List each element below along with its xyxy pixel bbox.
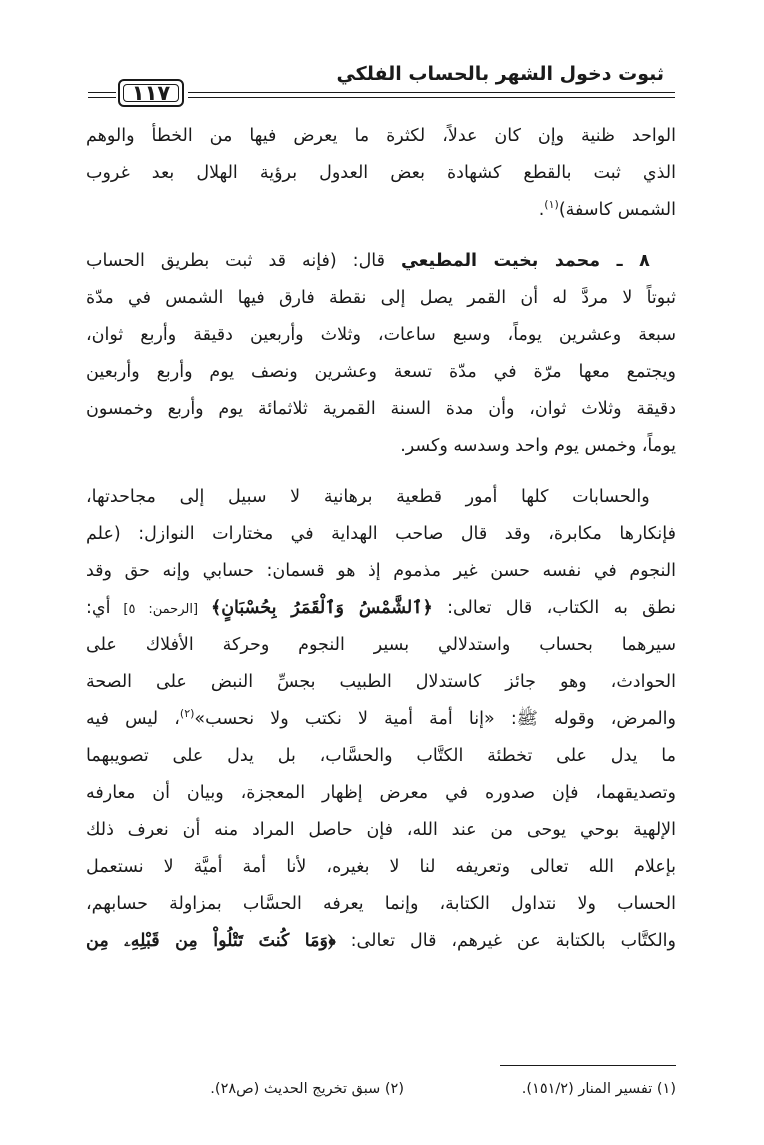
text-line: يوماً، وخمس يوم واحد وسدسه وكسر. xyxy=(400,436,676,456)
text-line: الذي ثبت بالقطع كشهادة بعض العدول برؤية الهلال بعد غروب xyxy=(86,163,676,183)
text-line: الإلهية بوحي يوحى من عند الله، فإن حاصل المراد منه أن نعرف ذلك xyxy=(86,820,676,840)
text-span: قال: (فإنه قد ثبت بطريق الحساب xyxy=(86,251,401,271)
footnote-ref: (١) xyxy=(544,198,559,212)
quran-verse: ﴿وَمَا كُنتَ تَتْلُواْ مِن قَبْلِهِۦ مِن xyxy=(86,931,336,951)
text-line: النجوم في نفسه حسن غير مذموم إذ هو قسمان: حسابي وإنه حق وقد xyxy=(86,561,676,581)
text-line: سبعة وعشرين يوماً، وسبع ساعات، وثلاث وأربعين دقيقة وأربع ثوان، xyxy=(86,325,676,345)
header-rule xyxy=(88,97,116,98)
text-line: الشمس كاسفة)$^{(١)}$. xyxy=(538,198,676,220)
footnote-separator xyxy=(500,1065,676,1066)
text-span: ، ليس فيه xyxy=(86,709,180,729)
text-line xyxy=(86,590,676,627)
text-line: الحوادث، وهو جائز كاستدلال الطبيب بجسِّ النبض على الصحة xyxy=(86,672,676,692)
page-number: ١١٧ xyxy=(131,81,171,105)
text-line xyxy=(86,243,676,280)
footnote-2: (٢) سبق تخريج الحديث (ص٢٨). xyxy=(210,1081,404,1097)
footnote-1: (١) تفسير المنار (١٥١/٢). xyxy=(521,1081,676,1097)
text-span: والحسابات كلها أمور قطعية برهانية لا سبيل إلى مجاحدتها، xyxy=(86,487,650,507)
text-line: بإعلام الله تعالى وتعريفه لنا لا بغيره، لأنا أمة أميَّة لا نستعمل xyxy=(86,857,676,877)
text-line xyxy=(86,479,676,516)
text-line: ثبوتاً لا مردَّ له أن القمر يصل إلى نقطة فارق فيها الشمس في مدّة xyxy=(86,288,676,308)
footnote-ref: (٢) xyxy=(179,707,195,721)
author-name: ٨ ـ محمد بخيت المطيعي xyxy=(400,251,650,271)
text-span: والكتَّاب بالكتابة عن غيرهم، قال تعالى: xyxy=(335,931,676,951)
text-line: ويجتمع معها مرّة في مدّة تسعة وعشرين ونصف يوم وأربع وأربعين xyxy=(86,362,676,382)
text-line xyxy=(86,701,676,738)
running-title: ثبوت دخول الشهر بالحساب الفلكي xyxy=(336,63,664,85)
text-line: الواحد ظنية وإن كان عدلاً، لكثرة ما يعرض فيها من الخطأ والوهم xyxy=(86,126,676,146)
text-line: فإنكارها مكابرة، وقد قال صاحب الهداية في مختارات النوازل: (علم xyxy=(86,524,676,544)
text-line: ما يدل على تخطئة الكتَّاب والحسَّاب، بل يدل على تصويبهما xyxy=(86,746,676,766)
text-span: الشمس كاسفة) xyxy=(558,200,676,220)
page-number-frame xyxy=(118,79,184,107)
header-rule xyxy=(188,97,675,98)
text-line xyxy=(86,923,676,960)
verse-citation: [الرحمن: ٥] xyxy=(110,602,211,617)
text-line: وتصديقهما، فإن صدوره في معرض إظهار المعجزة، وبيان أن معارفه xyxy=(86,783,676,803)
text-span: نطق به الكتاب، قال تعالى: xyxy=(432,598,676,618)
text-line: الحساب ولا نتداول الكتابة، وإنما يعرفه الحسَّاب بمزاولة حسابهم، xyxy=(86,894,676,914)
text-line: سيرهما بحساب واستدلالي بسير النجوم وحركة الأفلاك على xyxy=(86,635,676,655)
text-span: أي: xyxy=(86,598,111,618)
text-line: دقيقة وثلاث ثوان، وأن مدة السنة القمرية ثلاثمائة يوم وأربع وخمسون xyxy=(86,399,676,419)
header-rule xyxy=(88,92,116,93)
body-text xyxy=(86,118,676,960)
header-rule xyxy=(188,92,675,93)
text-span: والمرض، وقوله ﷺ: «إنا أمة أمية لا نكتب ولا نحسب» xyxy=(194,709,676,729)
quran-verse: ﴿ٱلشَّمْسُ وَٱلْقَمَرُ بِحُسْبَانٍ﴾ xyxy=(210,598,433,618)
